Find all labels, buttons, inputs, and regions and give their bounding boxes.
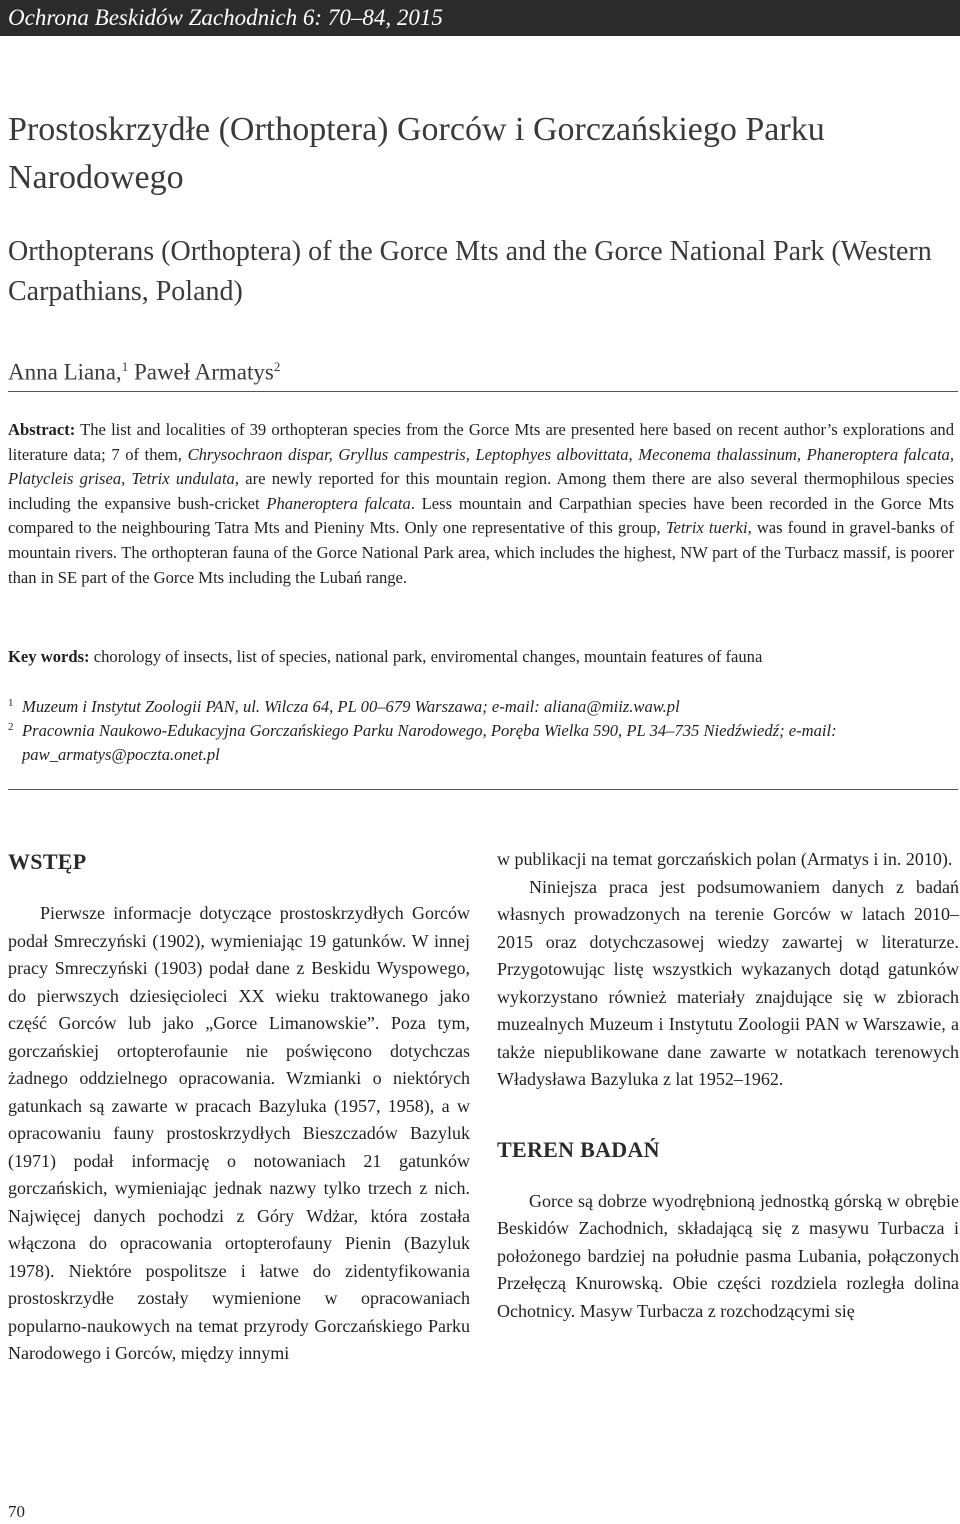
paragraph-continued: w publikacji na temat gorczańskich polan (Armatys i in. 2010). [497, 849, 953, 869]
author-name: Paweł Armatys [133, 359, 274, 385]
affiliation-text: Pracownia Naukowo-Edukacyjna Gorczańskiego Parku Narodowego, Poręba Wielka 590, PL 34–735 Niedźwiedź; e-mail: paw_armatys@poczta.onet.pl [22, 721, 837, 764]
keywords-label: Key words: [8, 647, 90, 666]
affiliations [8, 695, 954, 767]
abstract-label: Abstract: [8, 420, 76, 439]
paragraph: Pierwsze informacje dotyczące prostoskrzydłych Gorców podał Smreczyński (1902), wymieniając 19 gatunków. W innej pracy Smreczyński (1903) podał dane z Beskidu Wyspowego, do pierwszych dziesięcioleci XX wieku traktowanego jako część Gorców lub jako „Gorce Limanowskie”. Poza tym, gorczańskiej ortopterofaunie nie poświęcono dotychczas żadnego oddzielnego opracowania. Wzmianki o niektórych gatunkach są zawarte w pracach Bazyluka (1957, 1958), a w opracowaniu fauny prostoskrzydłych Bieszczadów Bazyluk (1971) podał informację o notowaniach 21 gatunków gorczańskich, wymieniając jednak nazwy tylko trzech z nich. Najwięcej danych pochodzi z Góry Wdżar, która została włączona do opracowania ortopterofauny Pienin (Bazyluk 1978). Niektóre pospolitsze i łatwe do zidentyfikowania prostoskrzydłe zostały wymienione w opracowaniach popularno-naukowych na temat przyrody Gorczańskiego Parku Narodowego i Gorców, między innymi [8, 903, 470, 1363]
affiliation-number: 2 [8, 721, 14, 733]
section-heading-teren-badan: TEREN BADAŃ [497, 1136, 660, 1162]
abstract-text: The list and localities of 39 orthopteran species from the Gorce Mts are presented here based on recent author’s explorations and literature data; 7 of them, [8, 420, 954, 464]
keywords [8, 645, 954, 670]
paragraph: Niniejsza praca jest podsumowaniem danych z badań własnych prowadzonych na terenie Gorców w latach 2010–2015 oraz dotychczasowej wiedzy zawartej w literaturze. Przygotowując listę wszystkich wykazanych dotąd gatunków wykorzystano również materiały znajdujące się w zbiorach muzealnych Muzeum i Instytutu Zoologii PAN w Warszawie, a także niepublikowane dane zawarte w notatkach terenowych Władysława Bazyluka z lat 1952–1962. [497, 876, 959, 1089]
abstract-text: , was found in gravel-banks of mountain rivers. The orthopteran fauna of the Gorce National Park area, which includes the highest, NW part of the Turbacz massif, is poorer than in SE part of the Gorce Mts including the Lubań range. [8, 518, 954, 587]
species-name: Tetrix tuerki [665, 518, 748, 538]
title-english: Orthopterans (Orthoptera) of the Gorce Mts and the Gorce National Park (Western Carpathians, Poland) [8, 236, 932, 307]
front-matter-divider [8, 789, 958, 790]
column-left [8, 846, 470, 1368]
page-number: 70 [8, 1502, 25, 1521]
abstract-text: . Less mountain and Carpathian species have been recorded in the Gorce Mts compared to the neighbouring Tatra Mts and Pieniny Mts. Only one representative of this group, [8, 493, 954, 538]
affiliation-item [8, 695, 954, 719]
journal-header: Ochrona Beskidów Zachodnich 6: 70–84, 2015 [0, 0, 960, 36]
section-heading-wstep: WSTĘP [8, 849, 87, 874]
paragraph: Gorce są dobrze wyodrębnioną jednostką górską w obrębie Beskidów Zachodnich, składającą się z masywu Turbacza i położonego bardziej na południe pasma Lubania, połączonych Przełęczą Knurowską. Obie części rozdziela rozległa dolina Ochotnicy. Masyw Turbacza z rozchodzącymi się [497, 1190, 959, 1321]
abstract-text: , are newly reported for this mountain region. Among them there are also several thermophilous species including the expansive bush-cricket [8, 469, 954, 513]
author-affil-marker: 1 [121, 359, 129, 374]
authors [8, 352, 280, 388]
author-affil-marker: 2 [273, 359, 281, 374]
keywords-text: chorology of insects, list of species, national park, enviromental changes, mountain features of fauna [93, 647, 763, 666]
header-divider [8, 391, 958, 392]
column-right [497, 846, 959, 1325]
title-polish: Prostoskrzydłe (Orthoptera) Gorców i Gorczańskiego Parku Narodowego [8, 111, 825, 196]
affiliation-number: 1 [8, 697, 14, 709]
affiliation-item [8, 719, 954, 767]
author-name: Anna Liana, [8, 359, 122, 385]
abstract [8, 418, 954, 590]
species-names: Chrysochraon dispar, Gryllus campestris, Leptophyes albovittata, Meconema thalassinum, Phaneroptera falcata, Platycleis grisea, Tetrix undulata [8, 444, 954, 489]
affiliation-text: Muzeum i Instytut Zoologii PAN, ul. Wilcza 64, PL 00–679 Warszawa; e-mail: aliana@miiz.waw.pl [22, 697, 680, 716]
species-name: Phaneroptera falcata [266, 493, 411, 513]
